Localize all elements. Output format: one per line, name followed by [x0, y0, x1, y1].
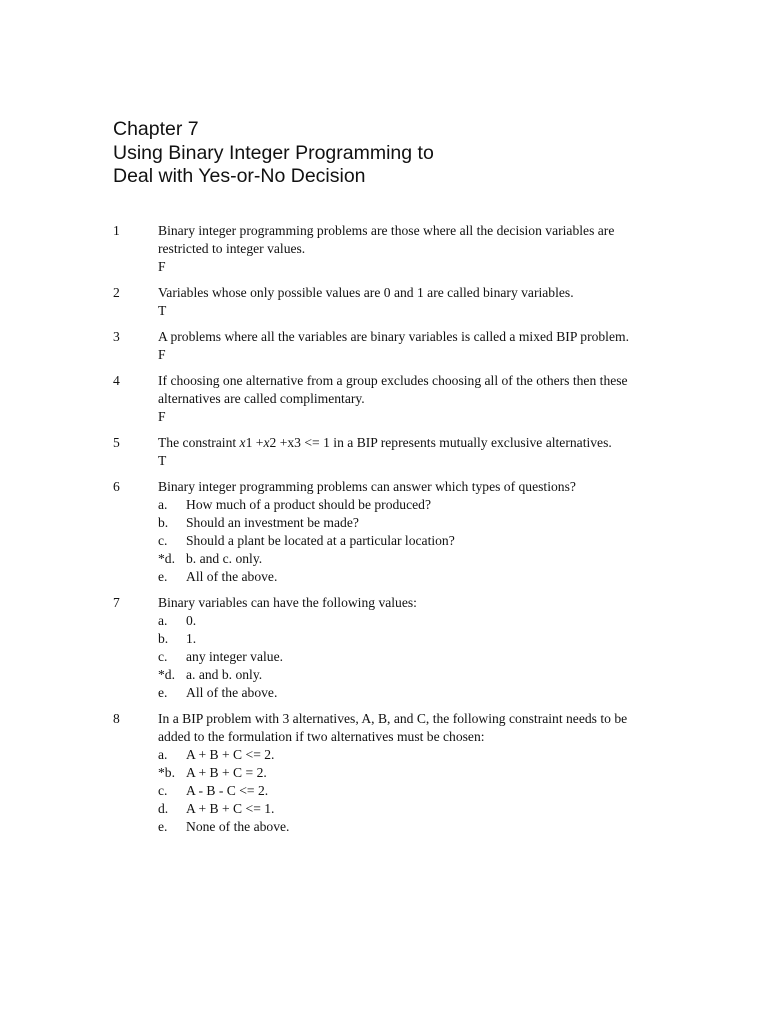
- answer-option-d: [158, 800, 653, 818]
- option-text: All of the above.: [186, 685, 278, 700]
- question-text-part: The constraint: [158, 435, 240, 450]
- answer-option-e: [158, 568, 653, 586]
- question-list: [113, 222, 653, 836]
- question-number: 8: [113, 711, 120, 726]
- question-number: 1: [113, 223, 120, 238]
- question-text: Binary integer programming problems can answer which types of questions?: [158, 479, 576, 494]
- answer-option-d: [158, 666, 653, 684]
- option-letter: *b.: [158, 765, 175, 780]
- answer-option-d: [158, 550, 653, 568]
- question-number: 5: [113, 435, 120, 450]
- option-letter: e.: [158, 569, 168, 584]
- question-text: [158, 434, 653, 452]
- option-text: A - B - C <= 2.: [186, 783, 269, 798]
- answer-option-c: [158, 648, 653, 666]
- question-number: 4: [113, 373, 120, 388]
- question-answer: T: [158, 303, 167, 318]
- option-text: A + B + C <= 2.: [186, 747, 275, 762]
- question-text: Binary integer programming problems are those where all the decision variables are restricted to integer values.: [158, 223, 615, 256]
- option-letter: e.: [158, 685, 168, 700]
- answer-option-b: [158, 764, 653, 782]
- chapter-title-line-1: Using Binary Integer Programming to: [113, 141, 434, 164]
- option-text: a. and b. only.: [186, 667, 263, 682]
- question-1: [113, 222, 653, 276]
- question-text-part: 1 +: [245, 435, 264, 450]
- question-8: [113, 710, 653, 836]
- option-text: A + B + C <= 1.: [186, 801, 275, 816]
- option-letter: a.: [158, 613, 168, 628]
- answer-option-b: [158, 630, 653, 648]
- answer-option-c: [158, 532, 653, 550]
- question-number: 7: [113, 595, 120, 610]
- question-text: Binary variables can have the following values:: [158, 595, 417, 610]
- option-letter: a.: [158, 747, 168, 762]
- option-letter: c.: [158, 533, 168, 548]
- variable-x: x: [263, 435, 270, 450]
- chapter-heading: [113, 118, 673, 189]
- option-text: 1.: [186, 631, 197, 646]
- answer-option-e: [158, 684, 653, 702]
- question-text: Variables whose only possible values are 0 and 1 are called binary variables.: [158, 285, 574, 300]
- option-letter: a.: [158, 497, 168, 512]
- chapter-title-line-2: Deal with Yes-or-No Decision: [113, 165, 366, 187]
- question-4: [113, 372, 653, 426]
- question-5: [113, 434, 653, 470]
- question-number: 2: [113, 285, 120, 300]
- option-text: any integer value.: [186, 649, 284, 664]
- option-text: How much of a product should be produced?: [186, 497, 431, 512]
- question-number: 3: [113, 329, 120, 344]
- answer-option-b: [158, 514, 653, 532]
- option-text: 0.: [186, 613, 197, 628]
- option-letter: c.: [158, 783, 168, 798]
- answer-option-a: [158, 612, 653, 630]
- option-text: A + B + C = 2.: [186, 765, 267, 780]
- option-text: Should a plant be located at a particular location?: [186, 533, 455, 548]
- option-text: All of the above.: [186, 569, 278, 584]
- answer-option-a: [158, 496, 653, 514]
- question-number: 6: [113, 479, 120, 494]
- option-text: b. and c. only.: [186, 551, 263, 566]
- option-letter: c.: [158, 649, 168, 664]
- question-answer: T: [158, 453, 167, 468]
- question-2: [113, 284, 653, 320]
- answer-option-c: [158, 782, 653, 800]
- question-7: [113, 594, 653, 702]
- question-text: If choosing one alternative from a group excludes choosing all of the others then these alternatives are called complimentary.: [158, 373, 628, 406]
- option-letter: b.: [158, 515, 169, 530]
- question-answer: F: [158, 259, 166, 274]
- answer-option-a: [158, 746, 653, 764]
- question-6: [113, 478, 653, 586]
- question-text-part: 2 +x3 <= 1 in a BIP represents mutually exclusive alternatives.: [269, 435, 612, 450]
- variable-x: x: [239, 435, 246, 450]
- question-text: A problems where all the variables are binary variables is called a mixed BIP problem.: [158, 329, 629, 344]
- question-answer: F: [158, 347, 166, 362]
- question-3: [113, 328, 653, 364]
- option-letter: *d.: [158, 551, 175, 566]
- chapter-number: Chapter 7: [113, 118, 199, 140]
- option-text: Should an investment be made?: [186, 515, 359, 530]
- option-letter: *d.: [158, 667, 175, 682]
- option-text: None of the above.: [186, 819, 290, 834]
- option-letter: b.: [158, 631, 169, 646]
- answer-option-e: [158, 818, 653, 836]
- option-letter: e.: [158, 819, 168, 834]
- question-text: In a BIP problem with 3 alternatives, A, B, and C, the following constraint needs to be added to the formulation if two alternatives must be chosen:: [158, 711, 628, 744]
- option-letter: d.: [158, 801, 169, 816]
- question-answer: F: [158, 409, 166, 424]
